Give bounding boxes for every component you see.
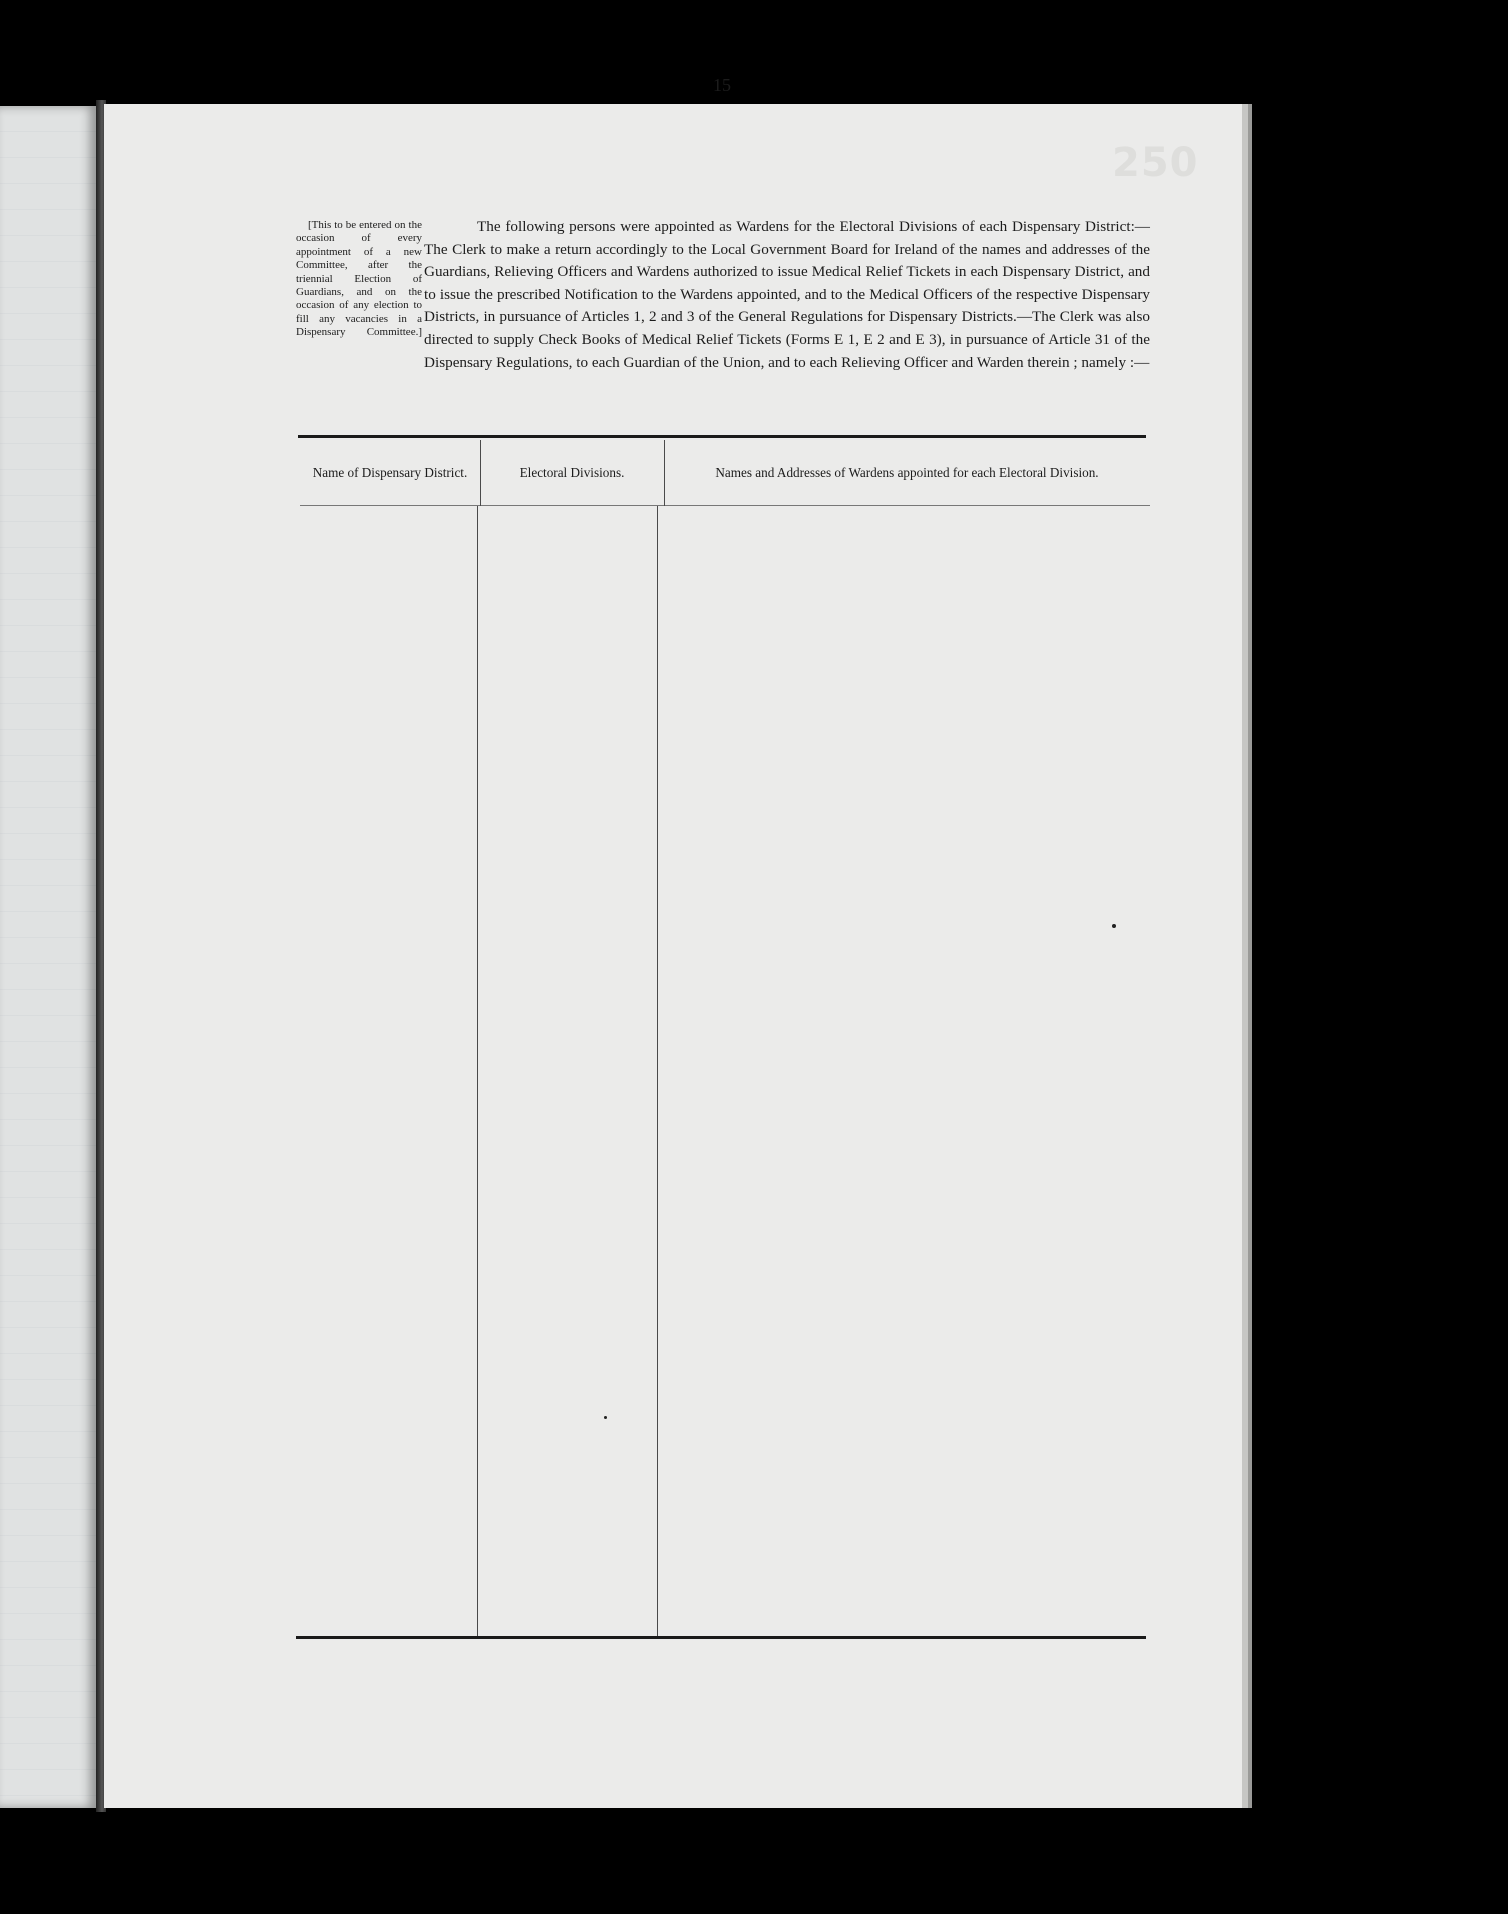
table-bottom-rule [296, 1636, 1146, 1639]
page-stamp: 250 [1112, 140, 1199, 186]
column-divider-2 [664, 440, 665, 506]
page-number: 15 [713, 75, 731, 95]
column-divider-1-body [477, 506, 478, 1636]
ink-speck [604, 1416, 607, 1419]
column-divider-2-body [657, 506, 658, 1636]
margin-note: [This to be entered on the occasion of every appointment of a new Committee, after the triennial Election of Guardians, and on the occasion of any election to fill any vacancies in a Dispensary Committee.] [296, 219, 422, 339]
table-header [300, 438, 1150, 506]
header-divider [300, 505, 1150, 506]
ink-speck [1112, 924, 1116, 928]
column-header-district: Name of Dispensary District. [312, 464, 468, 480]
column-header-electoral-divisions: Electoral Divisions. [519, 464, 625, 480]
body-paragraph: The following persons were appointed as Wardens for the Electoral Divisions of each Dispensary District:—The Clerk to make a return accordingly to the Local Government Board for Ireland of the names and addresses of the Guardians, Relieving Officers and Wardens authorized to issue Medical Relief Tickets in each Dispensary District, and to issue the prescribed Notification to the Wardens appointed, and to the Medical Officers of the respective Dispensary Districts, in pursuance of Articles 1, 2 and 3 of the General Regulations for Dispensary Districts.—The Clerk was also directed to supply Check Books of Medical Relief Tickets (Forms E 1, E 2 and E 3), in pursuance of Article 31 of the Dispensary Regulations, to each Guardian of the Union, and to each Relieving Officer and Warden therein ; namely :— [424, 218, 1150, 371]
facing-page [0, 106, 96, 1808]
column-divider-1 [480, 440, 481, 506]
column-header-wardens: Names and Addresses of Wardens appointed for each Electoral Division. [715, 464, 1099, 480]
